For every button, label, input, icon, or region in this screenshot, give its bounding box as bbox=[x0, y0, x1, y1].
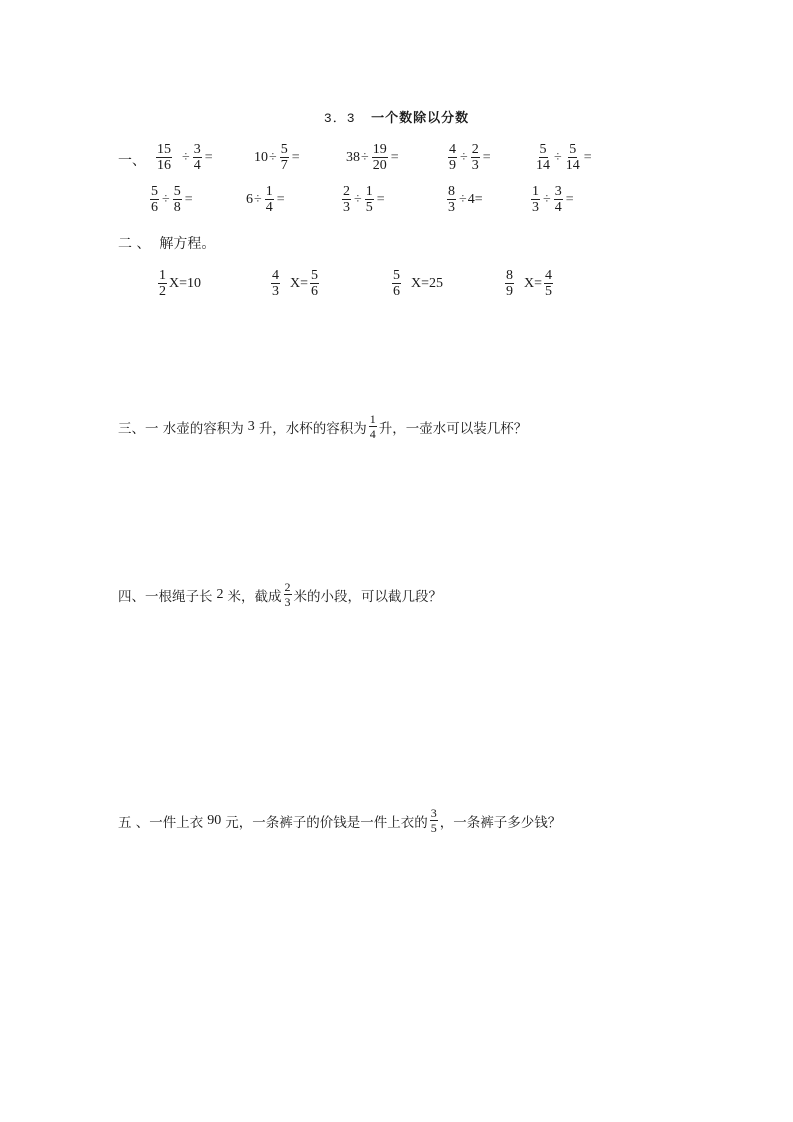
fraction: $\frac{3}{4}$ bbox=[554, 184, 562, 215]
problem-2-2: 6 ÷ $\frac{1}{4}$ = bbox=[246, 184, 285, 215]
lesson-title: 一个数除以分数 bbox=[371, 111, 470, 126]
section1-label: 一、 bbox=[118, 153, 146, 169]
worksheet-title bbox=[0, 107, 793, 126]
fraction: $\frac{2}{3}$ bbox=[471, 142, 479, 173]
equation-4: $\frac{8}{9}$ X= $\frac{4}{5}$ bbox=[506, 268, 553, 299]
problem-1-3: 38 ÷ $\frac{19}{20}$ = bbox=[346, 142, 399, 173]
fraction: $\frac{2}{3}$ bbox=[284, 580, 291, 609]
problem-2-4: $\frac{8}{3}$ ÷ 4= bbox=[448, 184, 483, 215]
problem-1-4: $\frac{4}{9}$ ÷ $\frac{2}{3}$ = bbox=[449, 142, 491, 173]
fraction: $\frac{5}{6}$ bbox=[311, 268, 319, 299]
problem-2-3: $\frac{2}{3}$ ÷ $\frac{1}{5}$ = bbox=[343, 184, 385, 215]
fraction: $\frac{5}{6}$ bbox=[151, 184, 158, 215]
fraction: $\frac{19}{20}$ bbox=[372, 142, 387, 173]
fraction: $\frac{5}{6}$ bbox=[393, 268, 400, 299]
fraction: $\frac{8}{9}$ bbox=[506, 268, 513, 299]
fraction: $\frac{5}{14}$ bbox=[536, 142, 550, 173]
word-problem-4: 四、一根绳子长 2 米，截成 $\frac{2}{3}$ 米的小段，可以截几段？ bbox=[118, 580, 442, 609]
fraction: $\frac{3}{4}$ bbox=[193, 142, 201, 173]
problem-1-5: $\frac{5}{14}$ ÷ $\frac{5}{14}$ = bbox=[536, 142, 592, 173]
fraction: $\frac{5}{7}$ bbox=[280, 142, 288, 173]
fraction: $\frac{5}{8}$ bbox=[173, 184, 181, 215]
fraction: $\frac{15}{16}$ bbox=[157, 142, 171, 173]
fraction: $\frac{3}{5}$ bbox=[430, 806, 437, 835]
problem-1-1: $\frac{15}{16}$ ÷ $\frac{3}{4}$ = bbox=[157, 142, 213, 173]
word-problem-5: 五 、一件上衣 90 元，一条裤子的价钱是一件上衣的 $\frac{3}{5}$ ，一条裤子多少钱？ bbox=[118, 806, 562, 835]
fraction: $\frac{1}{2}$ bbox=[159, 268, 166, 299]
problem-1-2: 10 ÷ $\frac{5}{7}$ = bbox=[254, 142, 300, 173]
equation-3: $\frac{5}{6}$ X=25 bbox=[393, 268, 444, 299]
fraction: $\frac{5}{14}$ bbox=[565, 142, 580, 173]
section2-label: 二 、 解方程。 bbox=[118, 236, 216, 252]
fraction: $\frac{8}{3}$ bbox=[448, 184, 455, 215]
problem-2-1: $\frac{5}{6}$ ÷ $\frac{5}{8}$ = bbox=[151, 184, 193, 215]
fraction: $\frac{1}{5}$ bbox=[365, 184, 373, 215]
problem-2-5: $\frac{1}{3}$ ÷ $\frac{3}{4}$ = bbox=[532, 184, 574, 215]
word-problem-3: 三、一 水壶的容积为 3 升，水杯的容积为 $\frac{1}{4}$ 升，一壶水可以装几杯？ bbox=[118, 412, 528, 441]
equation-1: $\frac{1}{2}$ X=10 bbox=[159, 268, 202, 299]
fraction: $\frac{4}{3}$ bbox=[272, 268, 279, 299]
fraction: $\frac{1}{4}$ bbox=[369, 412, 376, 441]
fraction: $\frac{4}{9}$ bbox=[449, 142, 456, 173]
fraction: $\frac{1}{4}$ bbox=[265, 184, 273, 215]
fraction: $\frac{1}{3}$ bbox=[532, 184, 539, 215]
fraction: $\frac{2}{3}$ bbox=[343, 184, 350, 215]
fraction: $\frac{4}{5}$ bbox=[545, 268, 553, 299]
equation-2: $\frac{4}{3}$ X= $\frac{5}{6}$ bbox=[272, 268, 319, 299]
lesson-number: 3．3 bbox=[323, 111, 356, 126]
